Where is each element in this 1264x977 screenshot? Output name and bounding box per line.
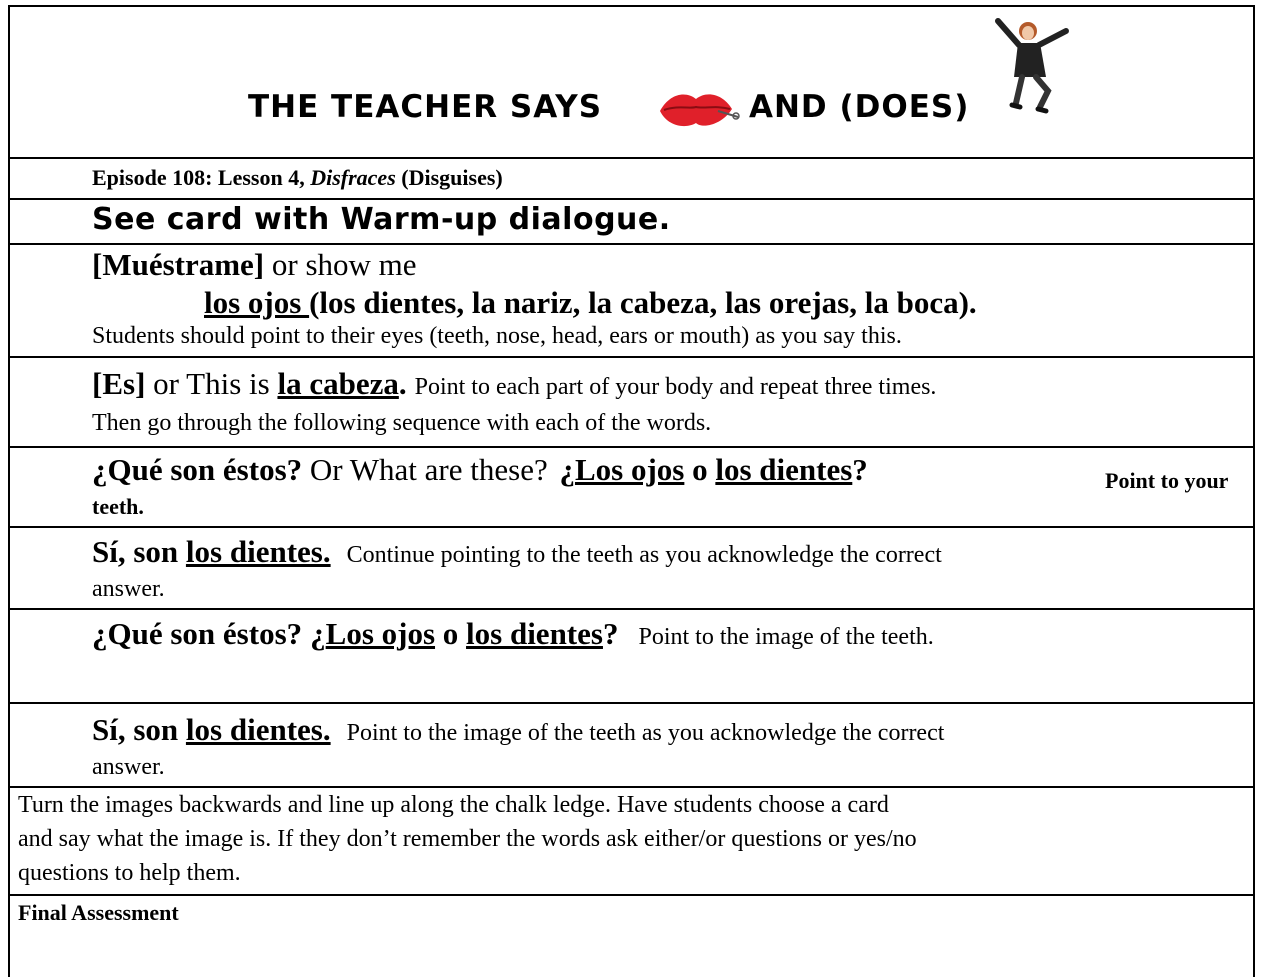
question-2-instruction: Point to the image of the teeth.: [638, 624, 934, 650]
warmup-row: [8, 198, 1255, 243]
this-is-row: [8, 356, 1255, 446]
los-ojos: los ojos: [204, 285, 310, 320]
answer-2-row: [8, 702, 1255, 786]
answer-2-line: [92, 712, 944, 748]
images-activity-row: [8, 786, 1255, 894]
warmup-text: See card with Warm-up dialogue.: [92, 202, 671, 237]
final-assessment-row: [8, 894, 1255, 977]
question-1-instruction-2: teeth.: [92, 494, 144, 519]
activity-line-1: Turn the images backwards and line up along the chalk ledge. Have students choose a card: [18, 792, 889, 818]
si-son: Sí, son: [92, 534, 186, 569]
episode-lesson-name: Disfraces: [310, 165, 396, 190]
question-1-row: [8, 446, 1255, 526]
question-2-open-mark: ¿: [310, 616, 326, 651]
this-is-translation: or This is: [145, 366, 278, 401]
answer-2-instruction: Point to the image of the teeth as you acknowledge the correct: [346, 720, 945, 746]
this-is-instruction: Point to each part of your body and repeat three times.: [414, 374, 937, 400]
option-los-dientes: los dientes: [715, 452, 853, 487]
title-text: THE TEACHER SAYS: [248, 89, 603, 125]
show-me-line: [92, 247, 417, 283]
show-me-translation: or show me: [264, 247, 417, 282]
answer-1-instruction: Continue pointing to the teeth as you acknowledge the correct: [346, 542, 942, 568]
activity-line-3: questions to help them.: [18, 860, 241, 886]
answer-1-instruction-2: answer.: [92, 576, 165, 602]
option-or: o: [684, 452, 716, 487]
this-is-line: [92, 366, 936, 402]
show-me-row: [8, 243, 1255, 356]
question-2-row: [8, 608, 1255, 702]
this-is-instruction-2: Then go through the following sequence with each of the words.: [92, 410, 712, 436]
question-1-translation: Or What are these?: [302, 452, 556, 487]
la-cabeza: la cabeza: [277, 366, 399, 401]
jumping-teacher-icon: [988, 11, 1074, 121]
question-2-line: [92, 616, 934, 652]
title-row: [8, 5, 1255, 157]
es-word: [Es]: [92, 366, 146, 401]
title-text-2: AND (DOES): [749, 89, 970, 125]
final-assessment-heading: Final Assessment: [18, 900, 179, 925]
activity-line-2: and say what the image is. If they don’t remember the words ask either/or questions or yes/no: [18, 826, 917, 852]
body-parts-list: (los dientes, la nariz, la cabeza, las orejas, la boca).: [309, 285, 977, 320]
episode-suffix: (Disguises): [395, 165, 503, 190]
episode-row: [8, 157, 1255, 198]
episode-prefix: Episode 108: Lesson 4,: [92, 165, 311, 190]
answer-2-los-dientes: los dientes.: [185, 712, 331, 747]
this-is-period: .: [398, 366, 407, 401]
si-son-2: Sí, son: [92, 712, 186, 747]
option-2-los-dientes: los dientes: [466, 616, 603, 651]
answer-2-instruction-2: answer.: [92, 754, 165, 780]
que-son-estos: ¿Qué son éstos?: [92, 452, 303, 487]
question-1-instruction: Point to your: [1105, 468, 1229, 493]
muestrame-word: [Muéstrame]: [92, 247, 265, 282]
answer-los-dientes: los dientes.: [185, 534, 331, 569]
show-me-instruction: Students should point to their eyes (teeth, nose, head, ears or mouth) as you say this.: [92, 323, 902, 349]
question-2-close-mark: ?: [602, 616, 619, 651]
option-2-or: o: [435, 616, 467, 651]
answer-1-row: [8, 526, 1255, 608]
lips-icon: [656, 87, 740, 131]
question-1-open-mark: ¿: [559, 452, 575, 487]
option-2-los-ojos: Los ojos: [325, 616, 436, 651]
question-1-line: [92, 452, 868, 488]
answer-1-line: [92, 534, 942, 570]
body-parts-line: [204, 285, 977, 321]
question-1-close-mark: ?: [852, 452, 868, 487]
option-los-ojos: Los ojos: [574, 452, 685, 487]
episode-heading: [92, 165, 503, 191]
que-son-estos-2: ¿Qué son éstos?: [92, 616, 303, 651]
